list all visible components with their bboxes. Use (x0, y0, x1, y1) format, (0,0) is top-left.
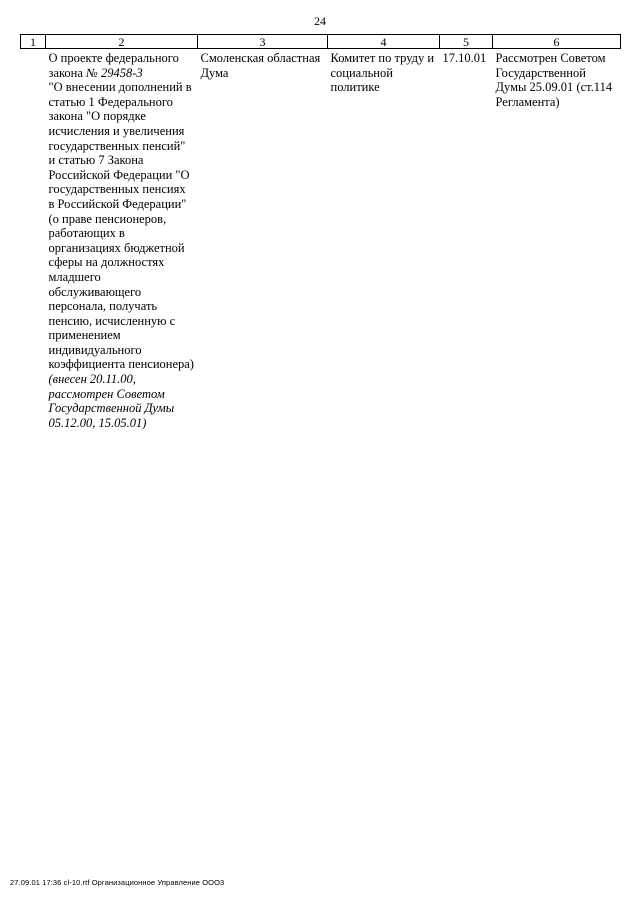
bill-number: № 29458-3 (86, 65, 143, 80)
bill-status-note: (внесен 20.11.00, рассмотрен Советом Государственной Думы 05.12.00, 15.05.01) (48, 372, 175, 430)
initiator-cell: Смоленская областная Дума (200, 51, 321, 80)
column-header-6: 6 (493, 35, 621, 49)
bill-title-prefix: О проекте федерального закона (48, 51, 179, 80)
committee-cell: Комитет по труду и социальной политике (330, 51, 435, 95)
bill-title: "О внесении дополнений в статью 1 Федерального закона "О порядке исчисления и увеличения государственных пенсий" и статью 7 Закона Российской Федерации "О государственных пенсиях в Российской Федерации" (48, 80, 192, 211)
date-cell: 17.10.01 (442, 51, 487, 65)
document-footer: 27.09.01 17:36 cl-10.rtf Организационное Управление ООО3 (10, 878, 225, 887)
column-header-5: 5 (440, 35, 493, 49)
column-header-4: 4 (328, 35, 440, 49)
column-header-3: 3 (198, 35, 328, 49)
decision-cell: Рассмотрен Советом Государственной Думы 25.09.01 (ст.114 Регламента) (495, 51, 613, 109)
table-header-row (21, 35, 621, 49)
page-number: 24 (314, 14, 326, 28)
table-row (21, 49, 621, 431)
bills-table (20, 34, 621, 430)
column-header-2: 2 (46, 35, 198, 49)
row-number-cell (21, 49, 46, 431)
bill-description-cell (46, 49, 198, 431)
column-header-1: 1 (21, 35, 46, 49)
bill-subject: (о праве пенсионеров, работающих в организациях бюджетной сферы на должностях младшего обслуживающего персонала, получать пенсию, исчисленную с применением индивидуального коэффициента пенсионера) (48, 211, 194, 372)
